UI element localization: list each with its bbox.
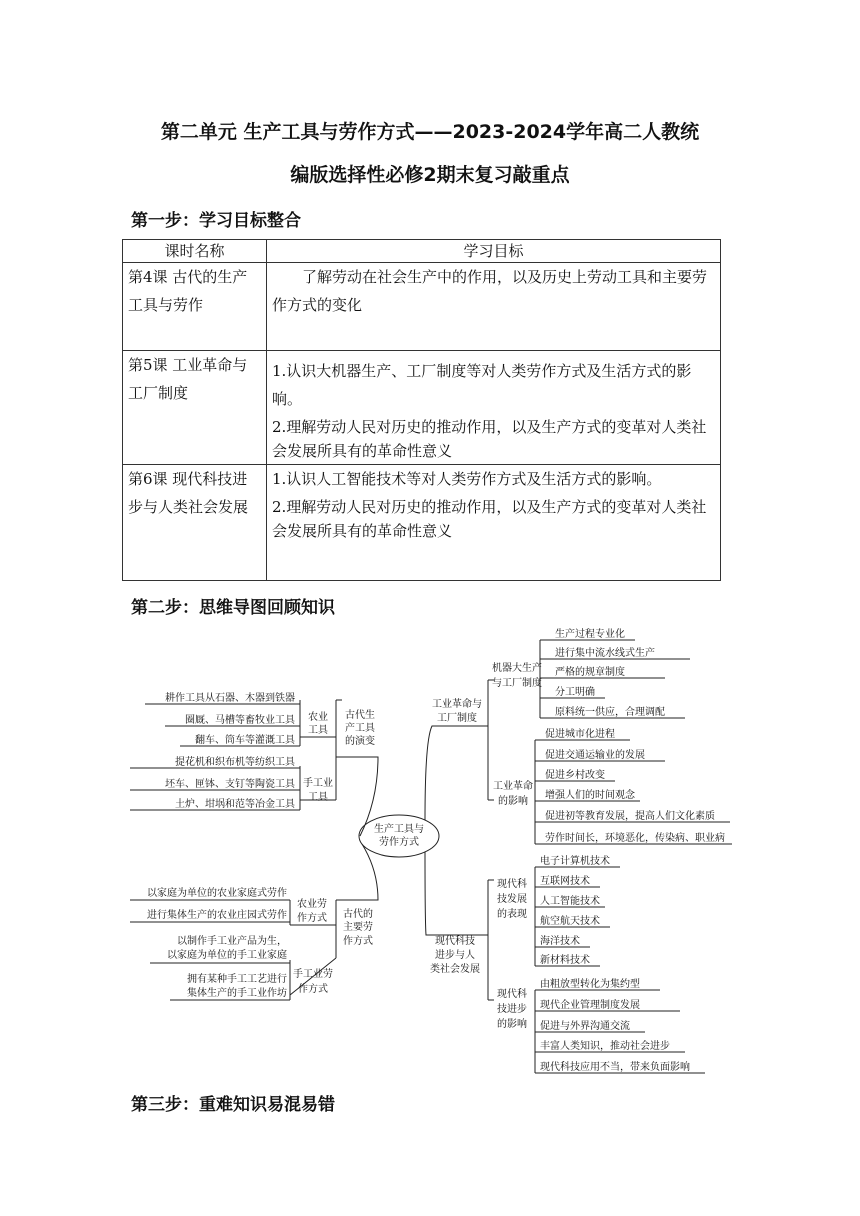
branch-ancient-modes: 主要劳: [343, 922, 373, 933]
mindmap-leaf: 由粗放型转化为集约型: [540, 979, 640, 990]
mindmap-leaf: 促进乡村改变: [545, 770, 605, 781]
branch-industrial-revolution: 工厂制度: [437, 713, 477, 724]
group-modern-tech-impact: 技进步: [497, 1004, 527, 1015]
branch-ancient-modes: 古代的: [343, 909, 373, 920]
mindmap-leaf: 劳作时间长，环境恶化，传染病、职业病: [545, 833, 725, 844]
mindmap-leaf: 航空航天技术: [540, 916, 600, 927]
center-node-label: 劳作方式: [379, 837, 419, 848]
step1-heading: 第一步：学习目标整合: [131, 211, 301, 231]
mindmap-leaf: 海洋技术: [540, 936, 580, 947]
mindmap-leaf: 促进与外界沟通交流: [540, 1021, 630, 1032]
group-agri-tools: 工具: [308, 725, 328, 736]
mindmap-leaf: 现代企业管理制度发展: [540, 1000, 640, 1011]
group-craft-modes: 作方式: [298, 984, 328, 995]
branch-modern-technology: 类社会发展: [430, 964, 480, 975]
mindmap-leaf: 现代科技应用不当，带来负面影响: [540, 1062, 690, 1073]
lesson-name: 第4课 古代的生产工具与劳作: [123, 263, 267, 351]
step2-heading: 第二步：思维导图回顾知识: [131, 598, 335, 618]
mindmap-leaf: 丰富人类知识，推动社会进步: [540, 1041, 670, 1052]
mindmap-leaf: 土炉、坩埚和范等冶金工具: [175, 799, 295, 810]
mindmap-leaf: 互联网技术: [540, 876, 590, 887]
mindmap-leaf: 以制作手工业产品为生，: [177, 936, 287, 947]
mindmap-leaf: 翻车、筒车等灌溉工具: [195, 735, 295, 746]
mindmap-leaf: 严格的规章制度: [555, 667, 625, 678]
goal-text: 了解劳动在社会生产中的作用，以及历史上劳动工具和主要劳作方式的变化: [272, 268, 708, 314]
branch-ancient-modes: 作方式: [343, 936, 373, 947]
mindmap-leaf: 以家庭为单位的手工业家庭: [167, 950, 287, 961]
group-modern-tech-impact: 的影响: [497, 1019, 527, 1030]
branch-ancient-tools: 产工具: [345, 723, 375, 734]
center-node-outline: [359, 815, 439, 857]
group-modern-tech-forms: 的表现: [497, 909, 527, 920]
mindmap-leaf: 提花机和织布机等纺织工具: [175, 757, 295, 768]
mindmap-leaf: 耕作工具从石器、木器到铁器: [165, 693, 295, 704]
mindmap-leaf: 集体生产的手工业作坊: [187, 988, 287, 999]
group-machine-production: 机器大生产: [492, 663, 542, 674]
group-agri-modes: 农业劳: [297, 899, 327, 910]
branch-modern-technology: 进步与人: [435, 950, 475, 961]
mindmap-leaf: 促进交通运输业的发展: [545, 750, 645, 761]
document-title-line-1: 第二单元 生产工具与劳作方式——2023-2024学年高二人教统: [160, 121, 700, 143]
mindmap-leaf: 生产过程专业化: [555, 629, 625, 640]
group-craft-tools: 手工业: [303, 778, 333, 789]
branch-ancient-tools: 古代生: [345, 710, 375, 721]
mindmap-leaf: 进行集中流水线式生产: [555, 648, 655, 659]
mindmap-leaf: 增强人们的时间观念: [545, 790, 635, 801]
mindmap-leaf: 促进初等教育发展，提高人们文化素质: [545, 811, 715, 822]
column-header-lesson: 课时名称: [123, 240, 267, 263]
goal-text: 1.认识人工智能技术等对人类劳作方式及生活方式的影响。: [272, 470, 662, 488]
goal-text: 2.理解劳动人民对历史的推动作用，以及生产方式的变革对人类社会发展所具有的革命性意义: [272, 498, 707, 540]
branch-modern-technology: 现代科技: [435, 936, 475, 947]
group-modern-tech-forms: 技发展: [497, 894, 527, 905]
group-craft-tools: 工具: [308, 792, 328, 803]
group-industrial-impact: 的影响: [498, 796, 528, 807]
mind-map-connectors: [130, 640, 732, 1073]
branch-industrial-revolution: 工业革命与: [432, 699, 482, 710]
group-agri-modes: 作方式: [297, 913, 327, 924]
mindmap-leaf: 人工智能技术: [540, 896, 600, 907]
group-machine-production: 与工厂制度: [492, 678, 542, 689]
group-industrial-impact: 工业革命: [493, 781, 533, 792]
group-modern-tech-forms: 现代科: [497, 879, 527, 890]
lesson-name: 第5课 工业革命与工厂制度: [123, 351, 267, 465]
step3-heading: 第三步：重难知识易混易错: [131, 1095, 335, 1115]
group-agri-tools: 农业: [308, 712, 328, 723]
mindmap-leaf: 新材料技术: [540, 955, 590, 966]
mindmap-leaf: 促进城市化进程: [545, 729, 615, 740]
mindmap-leaf: 坯车、匣钵、支钉等陶瓷工具: [165, 779, 295, 790]
group-modern-tech-impact: 现代科: [497, 989, 527, 1000]
mindmap-leaf: 以家庭为单位的农业家庭式劳作: [147, 888, 287, 899]
group-craft-modes: 手工业劳: [293, 969, 333, 980]
goal-text: 1.认识大机器生产、工厂制度等对人类劳作方式及生活方式的影响。: [272, 362, 692, 408]
mindmap-leaf: 分工明确: [555, 687, 595, 698]
center-node-label: 生产工具与: [374, 824, 424, 835]
document-title-line-2: 编版选择性必修2期末复习敲重点: [290, 164, 570, 186]
mindmap-leaf: 原料统一供应，合理调配: [555, 707, 665, 718]
column-header-goals: 学习目标: [267, 240, 721, 263]
lesson-name: 第6课 现代科技进步与人类社会发展: [123, 465, 267, 581]
branch-ancient-tools: 的演变: [345, 736, 375, 747]
goal-text: 2.理解劳动人民对历史的推动作用，以及生产方式的变革对人类社会发展所具有的革命性意义: [272, 418, 707, 460]
mindmap-leaf: 拥有某种手工工艺进行: [187, 974, 287, 985]
mindmap-leaf: 圈厩、马槽等畜牧业工具: [185, 715, 295, 726]
mindmap-leaf: 电子计算机技术: [540, 856, 610, 867]
mindmap-leaf: 进行集体生产的农业庄园式劳作: [147, 910, 287, 921]
